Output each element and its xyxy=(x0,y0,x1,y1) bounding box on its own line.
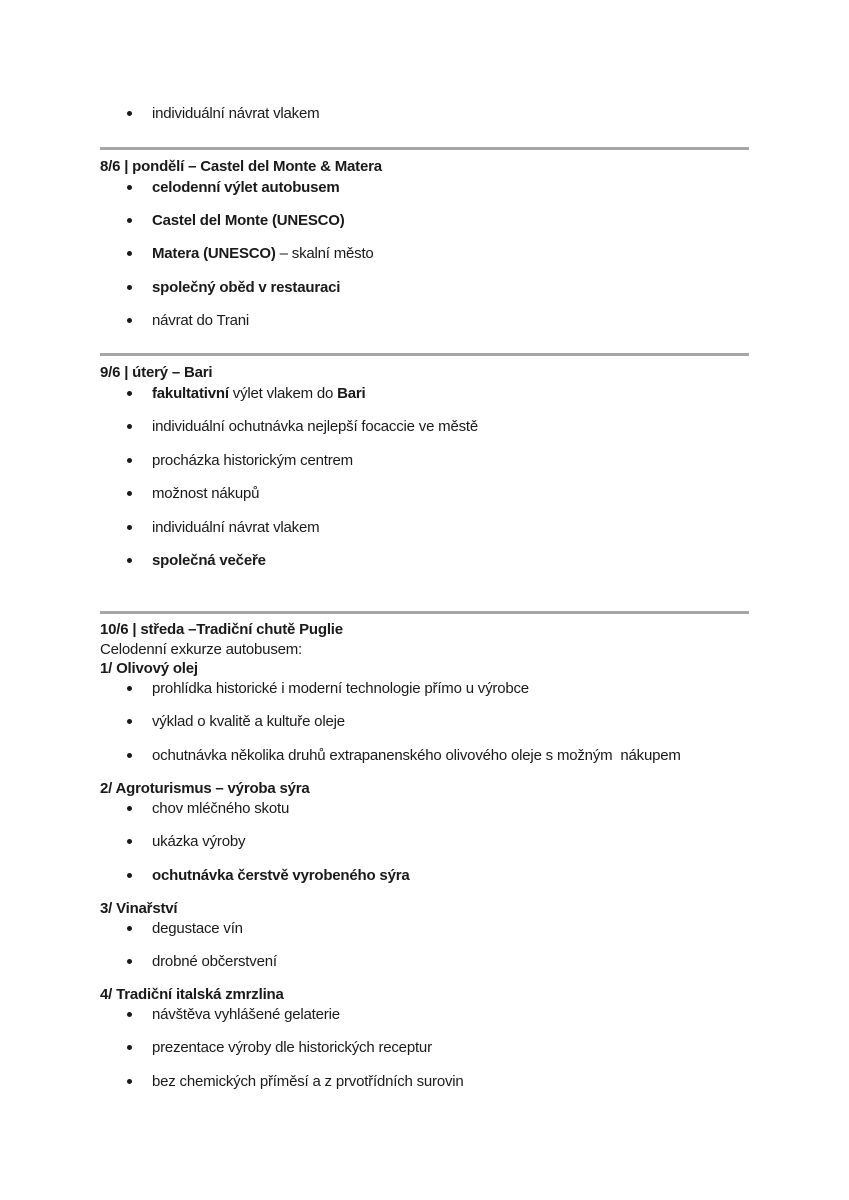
day-heading: 10/6 | středa –Tradiční chutě Puglie xyxy=(100,621,343,638)
list-item-text xyxy=(152,1072,464,1091)
text-segment: degustace vín xyxy=(152,920,243,937)
bullet-icon xyxy=(127,424,132,429)
section-divider xyxy=(100,147,749,150)
list-item xyxy=(100,311,749,330)
bullet-icon xyxy=(127,111,132,116)
list-item xyxy=(100,832,749,851)
text-segment: individuální návrat vlakem xyxy=(152,105,320,122)
bullet-icon xyxy=(127,686,132,691)
list-item xyxy=(100,712,749,731)
text-segment: prezentace výroby dle historických receptur xyxy=(152,1039,432,1056)
subsection-title: 3/ Vinařství xyxy=(100,900,178,917)
list-item-text xyxy=(152,551,266,570)
list-item xyxy=(100,518,749,537)
text-segment: bez chemických příměsí a z prvotřídních surovin xyxy=(152,1073,464,1090)
list-item xyxy=(100,551,749,570)
text-segment: návštěva vyhlášené gelaterie xyxy=(152,1006,340,1023)
text-segment: individuální ochutnávka nejlepší focaccie ve městě xyxy=(152,418,479,435)
list-item-text xyxy=(152,417,478,436)
text-segment: ukázka výroby xyxy=(152,833,246,850)
list-item xyxy=(100,211,749,230)
list-item xyxy=(100,278,749,297)
list-item-text xyxy=(152,799,289,818)
text-segment: celodenní výlet autobusem xyxy=(152,179,340,196)
list-item xyxy=(100,104,749,123)
day-heading: 9/6 | úterý – Bari xyxy=(100,364,213,381)
list-item xyxy=(100,679,749,698)
bullet-icon xyxy=(127,1012,132,1017)
list-item-text xyxy=(152,952,277,971)
text-segment: – skalní město xyxy=(275,245,374,262)
bullet-icon xyxy=(127,251,132,256)
day-heading: 8/6 | pondělí – Castel del Monte & Matera xyxy=(100,158,382,175)
bullet-icon xyxy=(127,185,132,190)
list-item-text xyxy=(152,311,249,330)
list-item xyxy=(100,866,749,885)
section-divider xyxy=(100,353,749,356)
bullet-icon xyxy=(127,806,132,811)
intro-line: Celodenní exkurze autobusem: xyxy=(100,641,303,658)
text-segment: drobné občerstvení xyxy=(152,953,277,970)
bullet-icon xyxy=(127,959,132,964)
text-segment: výklad o kvalitě a kultuře oleje xyxy=(152,713,345,730)
bullet-icon xyxy=(127,1079,132,1084)
text-segment: výlet vlakem do xyxy=(228,385,338,402)
bullet-icon xyxy=(127,525,132,530)
bullet-icon xyxy=(127,458,132,463)
bullet-icon xyxy=(127,839,132,844)
text-segment: Castel del Monte (UNESCO) xyxy=(152,212,345,229)
list-item-text xyxy=(152,832,245,851)
text-segment: možnost nákupů xyxy=(152,485,260,502)
text-segment: chov mléčného skotu xyxy=(152,800,290,817)
bullet-icon xyxy=(127,873,132,878)
text-segment: společný oběd v restauraci xyxy=(152,279,341,296)
text-segment: ochutnávka několika druhů extrapanenského olivového oleje s možným nákupem xyxy=(152,747,681,764)
bullet-icon xyxy=(127,719,132,724)
bullet-icon xyxy=(127,1045,132,1050)
list-item-text xyxy=(152,244,374,263)
bullet-icon xyxy=(127,391,132,396)
list-item-text xyxy=(152,178,340,197)
list-item xyxy=(100,1038,749,1057)
list-item xyxy=(100,244,749,263)
list-item xyxy=(100,952,749,971)
list-item-text xyxy=(152,518,319,537)
list-item xyxy=(100,919,749,938)
text-segment: ochutnávka čerstvě vyrobeného sýra xyxy=(152,867,410,884)
list-item xyxy=(100,1005,749,1024)
bullet-icon xyxy=(127,285,132,290)
list-item-text xyxy=(152,211,345,230)
bullet-icon xyxy=(127,753,132,758)
list-item xyxy=(100,384,749,403)
list-item-text xyxy=(152,451,353,470)
list-item-text xyxy=(152,104,319,123)
list-item xyxy=(100,1072,749,1091)
text-segment: prohlídka historické i moderní technologie přímo u výrobce xyxy=(152,680,529,697)
list-item xyxy=(100,746,749,765)
list-item-text xyxy=(152,679,529,698)
text-segment: společná večeře xyxy=(152,552,266,569)
subsection-title: 4/ Tradiční italská zmrzlina xyxy=(100,986,284,1003)
list-item xyxy=(100,484,749,503)
list-item-text xyxy=(152,712,345,731)
bullet-icon xyxy=(127,318,132,323)
subsection-title: 2/ Agroturismus – výroba sýra xyxy=(100,780,310,797)
bullet-icon xyxy=(127,218,132,223)
list-item xyxy=(100,451,749,470)
bullet-icon xyxy=(127,558,132,563)
list-item xyxy=(100,417,749,436)
list-item-text xyxy=(152,919,243,938)
list-item-text xyxy=(152,1005,340,1024)
list-item-text xyxy=(152,484,259,503)
list-item-text xyxy=(152,746,681,765)
list-item xyxy=(100,799,749,818)
bullet-icon xyxy=(127,926,132,931)
section-divider xyxy=(100,611,749,614)
list-item-text xyxy=(152,1038,432,1057)
subsection-title: 1/ Olivový olej xyxy=(100,660,198,677)
text-segment: Bari xyxy=(337,385,366,402)
text-segment: individuální návrat vlakem xyxy=(152,519,320,536)
text-segment: procházka historickým centrem xyxy=(152,452,353,469)
text-segment: Matera (UNESCO) xyxy=(152,245,276,262)
list-item xyxy=(100,178,749,197)
bullet-icon xyxy=(127,491,132,496)
text-segment: návrat do Trani xyxy=(152,312,250,329)
list-item-text xyxy=(152,384,366,403)
list-item-text xyxy=(152,278,340,297)
list-item-text xyxy=(152,866,410,885)
text-segment: fakultativní xyxy=(152,385,229,402)
